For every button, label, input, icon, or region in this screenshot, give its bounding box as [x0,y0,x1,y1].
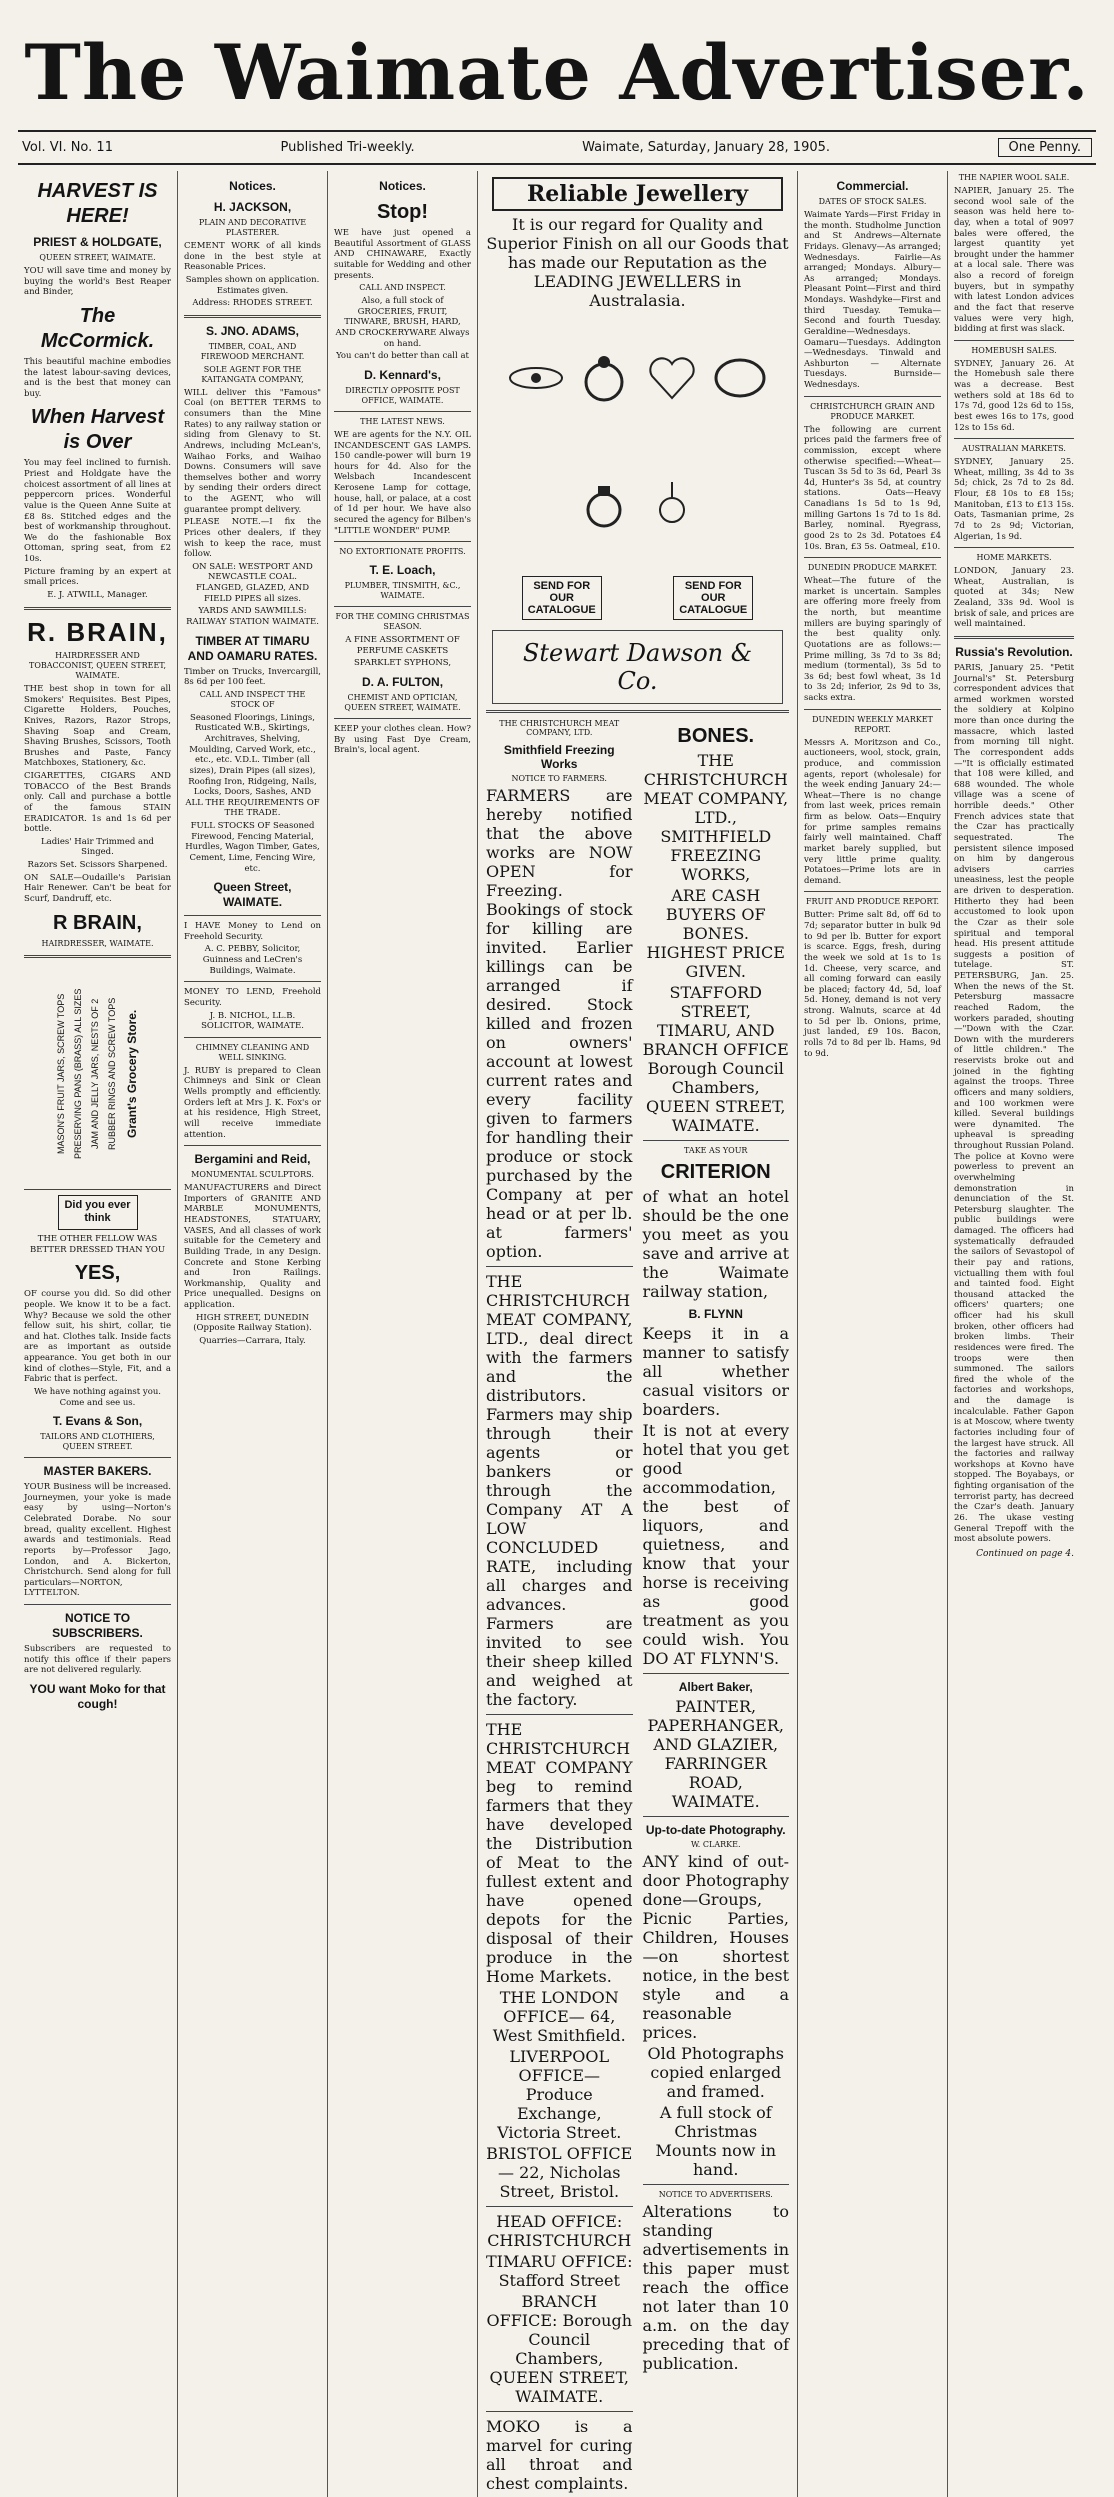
fulton-sub: CHEMIST AND OPTICIAN, QUEEN STREET, WAIMATE. [344,693,461,712]
clarke-name: W. CLARKE. [690,1840,741,1849]
manager-sign: E. J. ATWILL, Manager. [47,589,148,600]
divider [334,411,471,412]
brooch-icon [506,348,566,408]
grants-store-name: Grant's Grocery Store. [124,1009,139,1138]
trucks-text: Timber on Trucks, Invercargill, 8s 6d per 100 feet. [184,666,321,688]
divider [954,636,1074,639]
mccormick-body: This beautiful machine embodies the latest labour-saving devices, and is the best that money can buy. [24,356,171,399]
australian-body: SYDNEY, January 25. Wheat, milling, 3s 4d to 3s 5d; chick, 2s 7d to 2s 8d. Flour, £8 10s to £8 15s; Manitoban, £13 to £13 15s. Oats, Tasmanian prime, 2s 7d to 2s 9d; Victorian, Algerian, 1s 9d. [954,457,1074,542]
stop-body: WE have just opened a Beautiful Assortment of GLASS AND CHINAWARE, Exactly suitable for Wedding and other presents. [334,228,471,281]
coal-on-sale: ON SALE: WESTPORT AND NEWCASTLE COAL. FLANGED, GLAZED, AND FIELD PIPES all sizes. [192,561,313,604]
adams-sub: TIMBER, COAL, AND FIREWOOD MERCHANT. [200,341,305,361]
nothing-against: We have nothing against you. Come and see us. [33,1386,161,1408]
farmers-body: FARMERS are hereby notified that the above works are NOW OPEN for Freezing. Bookings of stock for killing are invited. Earlier killings can be arranged if desired. Stock killed and frozen on owners' account at lowest current rates and every facility given to farmers for handling their produce or stock purchased by the Company at per head or at per lb. at farmers' option. [486,786,633,1261]
timber-rates: TIMBER AT TIMARU AND OAMARU RATES. [187,633,318,663]
meat-body-2: THE CHRISTCHURCH MEAT COMPANY, LTD., deal direct with the farmers and the distributors. Farmers may ship through their agents or bankers or through the Company AT A LOW CONCLUDED RATE, including all charges and advances. Farmers are invited to see their sheep killed and weighed at the factory. [486,1272,633,1709]
napier-body: NAPIER, January 25. The second wool sale of the season was held here to-day, when a total of 9097 bales were offered, the largest quantity yet brought under the hammer at a local sale. There was also a record of foreign buyers, but in sympathy with latest London advices and the fact that reserve values were very high, bidding at first was slack. [954,186,1074,335]
advertisers-heading: NOTICE TO ADVERTISERS. [658,2190,773,2199]
branch-office: BRANCH OFFICE: Borough Council Chambers, QUEEN STREET, WAIMATE. [486,2292,633,2406]
flynn-body: Keeps it in a manner to satisfy all whether casual visitors or boarders. [642,1324,789,1419]
meat-body-3: THE CHRISTCHURCH MEAT COMPANY beg to remind farmers that they have developed the Distribution of Meat to the fullest extent and have opened depots for the disposal of their produce in the Home Markets. [486,1720,633,1986]
call-inspect: CALL AND INSPECT. [359,283,446,293]
divider [24,955,171,958]
divider [486,2206,633,2207]
divider [643,2184,790,2185]
meat-company-heading: THE CHRISTCHURCH MEAT COMPANY, LTD. [499,719,620,737]
divider [954,547,1074,548]
publication-frequency: Published Tri-weekly. [280,140,415,155]
baker-sub: PAINTER, PAPERHANGER, AND GLAZIER, FARRINGER ROAD, WAIMATE. [647,1697,784,1811]
vertical-line-3: JAM AND JELLY JARS, NESTS OF 2 [90,998,100,1149]
divider [954,438,1074,439]
keep-clothes: KEEP your clothes clean. How? By using Fast Dye Cream, Brain's, local agent. [334,724,471,756]
divider [24,1189,171,1190]
moko-ad: MOKO is a marvel for curing all throat and chest complaints. [486,2417,633,2493]
bones-company: THE CHRISTCHURCH MEAT COMPANY, LTD., SMITHFIELD FREEZING WORKS, [643,751,789,884]
catalogue-left: SEND FOR OUR CATALOGUE [522,576,602,620]
dunedin-body: Wheat—The future of the market is uncertain. Samples are offering more freely from the north, but meantime millers are buying sparingly of the best quality only. Quotations are as follows:—Prime milling, 3s 7d to 3s 8d; medium (tormental), 3s 5d to 3s 6d; best fowl wheat, 3s 1d to 3s 2d; inferior, 2s 9d to 3s, sacks extra. [804,576,941,703]
stewart-dawson-signature: Stewart Dawson & Co. [492,630,783,704]
dateline [18,132,1096,165]
queen-street: Queen Street, WAIMATE. [213,880,292,910]
divider [184,981,321,982]
vertical-line-1: MASON'S FRUIT JARS, SCREW TOPS [55,993,66,1154]
take-as-your: TAKE AS YOUR [684,1146,748,1155]
jewellery-illustration [486,312,789,572]
address-text: Address: RHODES STREET. [192,298,313,309]
flynn-body-2: It is not at every hotel that you get good accommodation, the best of liquors, and quietness, and know that your horse is receiving as good treatment as you could wish. You DO AT FLYNN'S. [642,1421,789,1668]
brain-footer: HAIRDRESSER, WAIMATE. [41,938,154,948]
sparklet-syphons: SPARKLET SYPHONS, [353,658,452,669]
divider [334,606,471,607]
divider [486,1266,633,1267]
loach-sub: PLUMBER, TINSMITH, &C., WAIMATE. [344,581,461,601]
jackson-heading: H. JACKSON, [213,200,292,214]
divider [643,1816,790,1817]
place-date: Waimate, Saturday, January 28, 1905. [582,140,831,155]
nichol-solicitor: J. B. NICHOL, LL.B. SOLICITOR, WAIMATE. [201,1010,304,1032]
picture-framing: Picture framing by an expert at small prices. [24,566,171,588]
on-sale-renewer: ON SALE—Oudaille's Parisian Hair Renewer. Can't be beat for Scurf, Dandruff, etc. [24,872,171,904]
divider [804,396,941,397]
russia-heading: Russia's Revolution. [955,644,1073,659]
yes-body: OF course you did. So did other people. We know it to be a fact. Why? Because we sold the other fellow suit, his shirt, collar, tie and hat. Clothes talk. Inside facts are as important as outside appearance. You get both in our kind of clothes—Style, Fit, and a Fabric that is perfect. [24,1289,171,1385]
stop-heading: Stop! [376,201,429,223]
criterion-heading: CRITERION [660,1161,771,1183]
fruit-body: Butter: Prime salt 8d, off 6d to 7d; separator butter in bulk 9d to 9d per lb. Butter for export is scarce. Eggs, fresh, during the week we sold at 1s to 1s 1d. Cheese, very scarce, and all coming forward can easily be placed; factory 4d, 5d, loaf 5d. Honey, demand is not very strong. Walnuts, scarce at 4d to 5d per lb. Onions, prime, just landed, £9 10s. Bacon, rolls 7d to 8d per lb. Hams, 9d to 9d. [804,910,941,1059]
ruby-body: J. RUBY is prepared to Clean Chimneys and Sink or Clean Wells promptly and efficiently. Orders left at Mrs J. K. Fox's or at his residence, High Street, will receive immediate attention. [184,1065,321,1140]
dunedin-heading: DUNEDIN PRODUCE MARKET. [807,563,938,573]
priest-holdgate-address: QUEEN STREET, WAIMATE. [39,253,156,262]
groceries-body: Also, a full stock of GROCERIES, FRUIT, TINWARE, BRUSH, HARD, AND CROCKERYWARE Always on hand. [335,296,470,349]
mccormick-heading: The McCormick. [40,304,155,352]
commercial-column [798,171,948,2497]
money-to-lend-1: I HAVE Money to Lend on Freehold Security. [184,921,321,942]
yes-heading: YES, [74,1262,121,1285]
stock-sales-heading: DATES OF STOCK SALES. [818,197,927,206]
divider [804,709,941,710]
bangle-icon [710,348,770,408]
grants-vertical-ad [24,964,171,1184]
weekly-heading: DUNEDIN WEEKLY MARKET REPORT. [812,714,933,734]
divider [24,607,171,610]
masthead [18,14,1096,132]
london-office: THE LONDON OFFICE— 64, West Smithfield. [492,1988,626,2045]
pendant-icon [642,476,702,536]
vertical-line-4: RUBBER RINGS AND SCREW TOPS [107,997,118,1150]
vertical-line-2: PRESERVING PANS (BRASS) ALL SIZES [72,988,83,1159]
catalogue-buttons [486,572,789,624]
homebush-body: SYDNEY, January 26. At the Homebush sale there was a decrease. Best wethers sold at 18s 6d to 17s 7d, good 12s 6d to 15s, best ewes 16s to 17s, good 12s to 15s 6d. [954,358,1074,433]
meat-bones-split [486,719,789,2495]
divider [486,1714,633,1715]
jewellery-and-meat [478,171,798,2497]
jewellery-intro: It is our regard for Quality and Superior Finish on all our Goods that has made our Reputation as the LEADING JEWELLERS in Australasia. [486,215,789,310]
timaru-office: TIMARU OFFICE: Stafford Street [486,2252,633,2290]
smithfield-heading: Smithfield Freezing Works [503,743,615,771]
divider [643,1140,790,1141]
column-1 [18,171,178,2497]
russia-body: PARIS, January 25. "Petit Journal's" St. Petersburg correspondent advices that armed workmen worsted the soldiery at Kolpino more than once during the massacre, which lasted from morning till night. The correspondent adds—"It is officially estimated that 108 were killed, and 688 wounded. The whole village was a scene of horrible deeds." Other French advices state that the Czar has practically sequestrated. The persistent silence imposed on him by dangerous advisers carries uneasiness, lest the people are driven to desperation. Hitherto they had been accustomed to look upon the Czar as their sole spiritual and temporal head. His present attitude suggests a position of tutelage. ST. PETERSBURG, Jan. 25. When the news of the St. Petersburg massacre reached Radom, the workers paraded, shouting—"Down with the Czar. Down with the murderers of little children." The reservists broke out and joined in the fighting against the troops. Three officers and many soldiers, and 100 workmen were killed. Several buildings were dynamited. The upheaval is spreading throughout Russian Poland. The police at Kovno were powerless to prevent an overwhelming demonstration in denunciation of the St. Petersburg slaughter. The public buildings were damaged. The officers had systematically defrauded the sailors of Sevastopol of their pay and rations, victualling them with foul and tainted food. Eight thousand attacked the officers' quarters; one officer had his skull broken, other officers had broken limbs. Their residences were fired. The troops were then summoned. The sailors fired the whole of the factories and workshops, and the damage is incalculable. Father Gapon is at Moscow, where twenty factories including four of the largest have struck. All the factories and railway workshops at Kovno have stopped. The Boyabays, or fighting organisation of the terrorist party, has decreed the Czar's death. January 26. The ukase vesting General Trepoff with the most absolute powers. [954,662,1074,1545]
kennard-sub: DIRECTLY OPPOSITE POST OFFICE, WAIMATE. [345,385,460,405]
call-inspect-body: Seasoned Floorings, Linings, Rusticated W.B., Skirtings, Architraves, Shelving, Moulding, Carved Work, etc., etc., etc. V.D.L. Timber (all sizes), Drain Pipes (all sizes), Roofing Iron, Ridgeing, Nails, Locks, Doors, Sashes, AND ALL THE REQUIREMENTS OF THE TRADE. [185,712,320,819]
when-harvest-heading: When Harvest is Over [30,406,165,454]
ring-icon [574,348,634,408]
pebby-solicitor: A. C. PEBBY, Solicitor, Guinness and LeCren's Buildings, Waimate. [202,944,303,976]
grain-body: The following are current prices paid the farmers free of commission, except where otherwise specified:—Wheat—Tuscan 3s 5d to 3s 6d, Pearl 3s 4d, Hunter's 3s 5d, at country stations. Oats—Heavy Canadians 1s 5d to 1s 9d, milling Gartons 1s 7d to 1s 8d. Barley, nominal. Ryegrass, good 2s to 2s 3d. Potatoes £4 10s. Bran, £3 5s. Oatmeal, £10. [804,424,941,552]
flynn-heading: B. FLYNN [688,1307,743,1321]
baker-heading: Albert Baker, [678,1680,753,1694]
divider [24,1457,171,1458]
harvest-heading: HARVEST IS HERE! [37,180,158,227]
old-photographs: Old Photographs copied enlarged and framed. [647,2044,784,2101]
yards-sawmills: YARDS AND SAWMILLS: RAILWAY STATION WAIMATE. [186,606,319,627]
news-column [948,171,1080,2497]
adams-heading: S. JNO. ADAMS, [206,323,299,338]
column-2 [178,171,328,2497]
bones-heading: BONES. [677,725,755,747]
brain-big: R BRAIN, [53,911,142,934]
price-label: One Penny. [998,138,1092,157]
divider [804,891,941,892]
head-office: HEAD OFFICE: CHRISTCHURCH [487,2212,632,2250]
bones-column [643,719,790,2495]
loach-heading: T. E. Loach, [369,563,436,578]
criterion-body: of what an hotel should be the one you meet as you save and arrive at the Waimate railway station, [642,1187,789,1301]
bergamini-body: MANUFACTURERS and Direct Importers of GRANITE AND MARBLE MONUMENTS, HEADSTONES, STATUARY, VASES, And all classes of work suitable for the Cemetery and Building Trade, in any Design. Concrete and Stone Kerbing and Iron Railings. Workmanship, Quality and Price unequalled. Designs on application. [184,1183,321,1310]
brain-body: THE best shop in town for all Smokers' Requisites. Best Pipes, Cigarette Holders, Pouches, Knives, Razors, Razor Strops, Shaving Soap and Cream, Shaving Brushes, Scissors, Tooth Brushes and Paste, Fancy Matchboxes, Stationery, &c. [24,684,171,769]
bristol-office: BRISTOL OFFICE— 22, Nicholas Street, Bristol. [486,2144,633,2201]
grain-heading: CHRISTCHURCH GRAIN AND PRODUCE MARKET. [810,401,935,421]
fuel-stocks: FULL STOCKS OF Seasoned Firewood, Fencing Material, Hurdles, Wagon Timber, Gates, Cement, Lime, Fencing Wire, etc. [185,821,320,874]
divider [184,915,321,916]
home-markets-body: LONDON, January 23. Wheat, Australian, is quoted at 34s; New Zealand, 33s 9d. Wool is brisk of sale, and prices are well maintained. [954,566,1074,630]
stafford-street: STAFFORD STREET, TIMARU, AND BRANCH OFFICE Borough Council Chambers, QUEEN STREET, WAIMATE. [642,983,789,1135]
homebush-heading: HOMEBUSH SALES. [971,345,1057,355]
notices-heading-3: Notices. [379,179,426,193]
weekly-body: Messrs A. Moritzson and Co., auctioneers, wool, stock, grain, produce, and commission agents, report (wholesale) for the week ending January 24:—Wheat—There is no change from last week, prices remain firm as below. Oats—Enquiry for prime samples remains fairly well maintained. Chaff market barely supplied, but very little prime quality. Potatoes—Prime lots are in demand. [804,737,941,886]
quarries: Quarries—Carrara, Italy. [199,1335,306,1346]
jackson-sub: PLAIN AND DECORATIVE PLASTERER. [198,218,307,237]
subscribers-body: Subscribers are requested to notify this office if their papers are not delivered regularly. [24,1644,171,1676]
subscribers-heading: NOTICE TO SUBSCRIBERS. [52,1611,143,1640]
divider [804,557,941,558]
high-street: HIGH STREET, DUNEDIN (Opposite Railway Station). [193,1312,312,1334]
catalogue-right: SEND FOR OUR CATALOGUE [673,576,753,620]
meat-company-column [486,719,633,2495]
bakers-heading: MASTER BAKERS. [43,1464,152,1479]
christmas-mounts: A full stock of Christmas Mounts now in hand. [655,2103,776,2179]
liverpool-office: LIVERPOOL OFFICE— Produce Exchange, Victoria Street. [497,2047,622,2142]
kennard-heading: D. Kennard's, [364,367,441,382]
reaper-intro: YOU will save time and money by buying the world's Best Reaper and Binder, [24,266,171,298]
bones-body: ARE CASH BUYERS OF BONES. HIGHEST PRICE GIVEN. [646,886,785,981]
other-fellow-text: THE OTHER FELLOW WAS BETTER DRESSED THAN YOU [30,1234,165,1255]
brain-subheading: HAIRDRESSER AND TOBACCONIST, QUEEN STREET, WAIMATE. [29,651,166,680]
furnishing-body: You may feel inclined to furnish. Priest and Holdgate have the choicest assortment of all lines at peppercorn prices. Wonderful value is the Queen Anne Suite at £8 8s. Stitched edges and the best of workmanship throughout. We do the fashionable Box Ottoman, spring seat, from £2 10s. [24,458,171,564]
ring-icon [574,476,634,536]
australian-heading: AUSTRALIAN MARKETS. [962,444,1066,454]
samples-text: Samples shown on application. Estimates given. [185,274,320,296]
divider [643,1673,790,1674]
agent-body: WILL deliver this "Famous" Coal (on BETTER TERMS to consumers than the Mine Rates) to any railway station or siding from Glenavy to St. Andrews, including McLean's, Waihao Forks, and Waihao Downs. Consumers will save themselves bother and worry by sending their orders direct to the AGENT, who will guarantee prompt delivery. [184,387,321,515]
divider [486,710,789,713]
commercial-heading: Commercial. [836,179,909,193]
divider [334,718,471,719]
heart-pendant-icon [642,348,702,408]
did-you-ever-think-box: Did you ever think [58,1195,138,1231]
bergamini-heading: Bergamini and Reid, [194,1152,311,1167]
please-note: PLEASE NOTE.—I fix the Prices other dealers, if they wish to keep the race, must follow. [184,517,321,560]
napier-heading: THE NAPIER WOOL SALE. [958,173,1070,182]
divider [184,1037,321,1038]
latest-news-body: WE are agents for the N.Y. OIL INCANDESCENT GAS LAMPS. 150 candle-power will burn 19 hours for 4d. Also for the Welsbach Incandescent Kerosene Lamp for cottage, house, hall, or palace, at a cost of 1d per hour. We have also secured the agency for Bilben's "LITTLE WONDER" PUMP. [334,429,471,536]
columns-grid [18,171,1096,2493]
evans-sub: TAILORS AND CLOTHIERS, QUEEN STREET. [40,1432,155,1452]
perfume-caskets: A FINE ASSORTMENT OF PERFUME CASKETS [345,635,460,656]
cigarettes-body: CIGARETTES, CIGARS AND TOBACCO of the Best Brands only. Call and purchase a bottle of the famous STAIN ERADICATOR. 1s and 1s 6d per bottle. [24,771,171,835]
bakers-body: YOUR Business will be increased. Journeymen, your yoke is made easy by using—Norton's Celebrated Dorabe. No sour bread, quality excellent. Highest awards and testimonials. Read reports by—Professor Jago, London, and A. Bickerton, Christchurch. Send along for full particulars—NORTON, LYTTELTON. [24,1482,171,1599]
latest-news-heading: THE LATEST NEWS. [360,416,445,426]
profits-heading: NO EXTORTIONATE PROFITS. [339,547,466,557]
xmas-heading: FOR THE COMING CHRISTMAS SEASON. [335,612,470,632]
call-inspect-heading: CALL AND INSPECT THE STOCK OF [199,689,306,709]
jewellery-heading: Reliable Jewellery [492,177,783,211]
money-to-lend-2: MONEY TO LEND, Freehold Security. [184,987,321,1008]
agent-heading: SOLE AGENT FOR THE KAITANGATA COMPANY, [201,364,304,384]
volume-number: Vol. VI. No. 11 [22,140,113,155]
jackson-body: CEMENT WORK of all kinds done in the best style at Reasonable Prices. [184,241,321,273]
notice-farmers: NOTICE TO FARMERS. [511,774,607,783]
ladies-hair: Ladies' Hair Trimmed and Singed. [41,836,154,858]
divider [334,541,471,542]
clarke-body: ANY kind of out-door Photography done—Groups, Picnic Parties, Children, Houses—on shortest notice, in the best style and a reasonable prices. [642,1852,789,2042]
evans-heading: T. Evans & Son, [52,1414,143,1429]
photography-heading: Up-to-date Photography. [645,1823,786,1837]
divider [24,1604,171,1605]
priest-holdgate-name: PRIEST & HOLDGATE, [33,235,162,249]
home-markets-heading: HOME MARKETS. [976,553,1052,563]
cant-do-better: You can't do better than call at [336,351,469,362]
divider [184,1145,321,1146]
chimney-heading: CHIMNEY CLEANING AND WELL SINKING. [195,1042,310,1062]
advertisers-body: Alterations to standing advertisements in this paper must reach the office not later than 10 a.m. on the day preceding that of publication. [642,2202,789,2373]
fulton-heading: D. A. FULTON, [361,675,444,689]
column-3 [328,171,478,2497]
razors-set: Razors Set. Scissors Sharpened. [27,860,168,870]
you-want-moko: YOU want Moko for that cough! [29,1681,166,1711]
brain-heading: R. BRAIN, [27,616,168,647]
fruit-heading: FRUIT AND PRODUCE REPORT. [805,897,940,907]
newspaper-title: The Waimate Advertiser. [24,28,1090,117]
divider [486,2411,633,2412]
stock-sales-body: Waimate Yards—First Friday in the month. Studholme Junction and St Andrews—Alternate Fridays. Glenavy—As arranged; Wednesdays. Fairlie—As arranged; Mondays. Albury—As arranged; Mondays. Pleasant Point—First and third Mondays. Washdyke—First and third Tuesday. Temuka—Second and fourth Tuesday. Geraldine—Wednesdays. Oamaru—Tuesdays. Addington—Wednesdays. Tinwald and Ashburton — Alternate Tuesdays. Burnside—Wednesdays. [804,210,941,390]
bergamini-sub: MONUMENTAL SCULPTORS. [191,1170,314,1180]
divider [184,315,321,318]
continued-note: Continued on page 4. [976,1548,1074,1559]
notices-heading-2: Notices. [229,179,276,193]
divider [954,340,1074,341]
